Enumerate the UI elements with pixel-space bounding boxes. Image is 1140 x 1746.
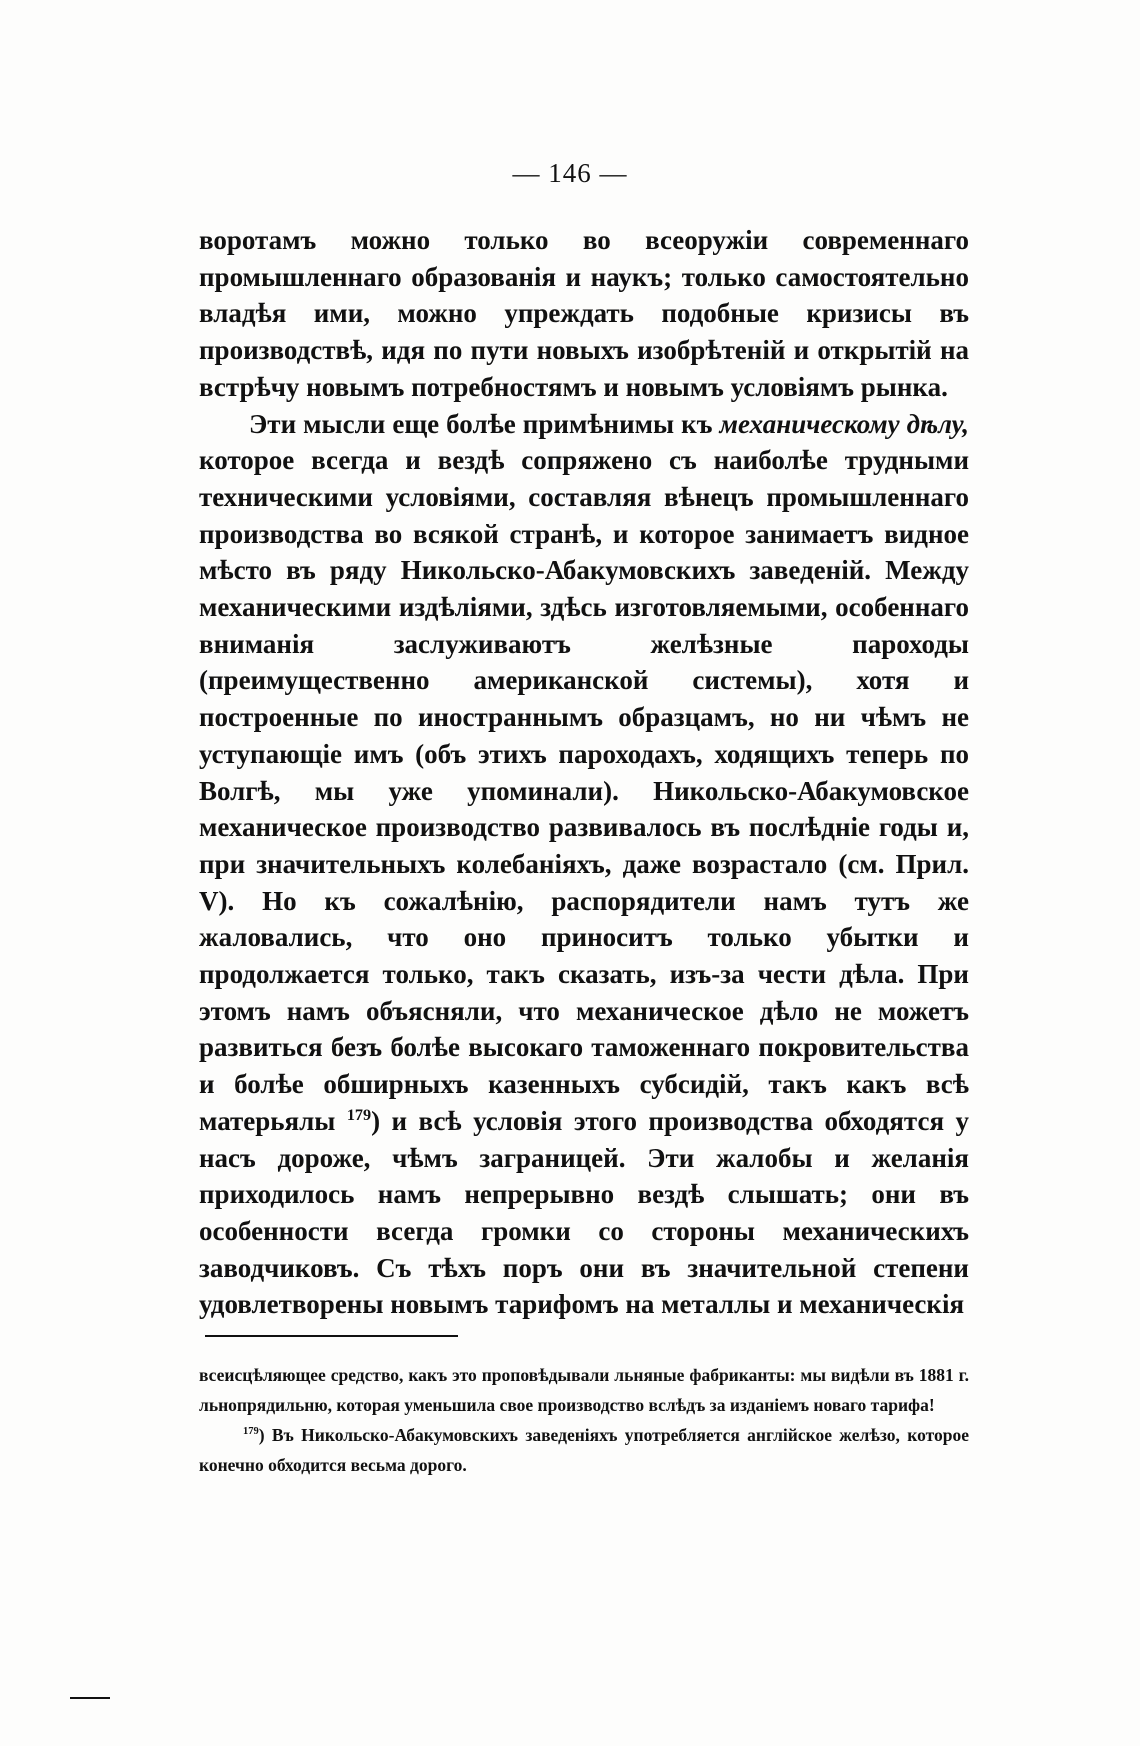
footnote-divider	[205, 1335, 458, 1337]
footnotes	[199, 1360, 969, 1480]
paragraph-text-end: ) и всѣ условія этого производства обходятся у насъ дороже, чѣмъ заграницей. Эти жалобы и желанія приходилось намъ непрерывно вездѣ слышать; они въ особенности всегда громки со стороны механическихъ заводчиковъ. Съ тѣхъ поръ они въ значительной степени удовлетворены новымъ тарифомъ на металлы и механическія	[199, 1105, 969, 1320]
footnote-reference: 179	[346, 1105, 372, 1124]
footnote-179	[199, 1420, 969, 1480]
page-number: — 146 —	[512, 158, 628, 188]
paragraph-mechanical-industry	[199, 406, 969, 1324]
paragraph-continuation: воротамъ можно только во всеоружіи современнаго промышленнаго образованія и наукъ; только самостоятельно владѣя ими, можно упреждать подобные кризисы въ производствѣ, идя по пути новыхъ изобрѣтеній и открытій на встрѣчу новымъ потребностямъ и новымъ условіямъ рынка.	[199, 225, 969, 402]
footnote-text: ) Въ Никольско-Абакумовскихъ заведеніяхъ употребляется англійское желѣзо, которое конечно обходится весьма дорого.	[199, 1425, 969, 1475]
emphasized-phrase: механическому дѣлу,	[719, 408, 969, 439]
main-text	[199, 222, 969, 1323]
footnote-marker: 179	[243, 1426, 259, 1438]
paragraph-text-start: Эти мысли еще болѣе примѣнимы къ	[249, 408, 720, 439]
footnote-continuation: всеисцѣляющее средство, какъ это проповѣдывали льняные фабриканты: мы видѣли въ 1881 г. льнопрядильню, которая уменьшила свое производство вслѣдъ за изданіемъ новаго тарифа!	[199, 1365, 969, 1415]
paragraph-text-middle: которое всегда и вездѣ сопряжено съ наиболѣе трудными техническими условіями, составляя вѣнецъ промышленнаго производства во всякой странѣ, и которое занимаетъ видное мѣсто въ ряду Никольско-Абакумовскихъ заведеній. Между механическими издѣліями, здѣсь изготовляемыми, особеннаго вниманія заслуживаютъ желѣзные пароходы (преимущественно американской системы), хотя и построенные по иностраннымъ образцамъ, но ни чѣмъ не уступающіе имъ (объ этихъ пароходахъ, ходящихъ теперь по Волгѣ, мы уже упоминали). Никольско-Абакумовское механическое производство развивалось въ послѣдніе годы и, при значительныхъ колебаніяхъ, даже возрастало (см. Прил. V). Но къ сожалѣнію, распорядители намъ тутъ же жаловались, что оно приноситъ только убытки и продолжается только, такъ сказать, изъ-за чести дѣла. При этомъ намъ объясняли, что механическое дѣло не можетъ развиться безъ болѣе высокаго таможеннаго покровительства и болѣе обширныхъ казенныхъ субсидій, такъ какъ всѣ матерьялы	[199, 445, 969, 1136]
margin-mark	[70, 1697, 110, 1699]
